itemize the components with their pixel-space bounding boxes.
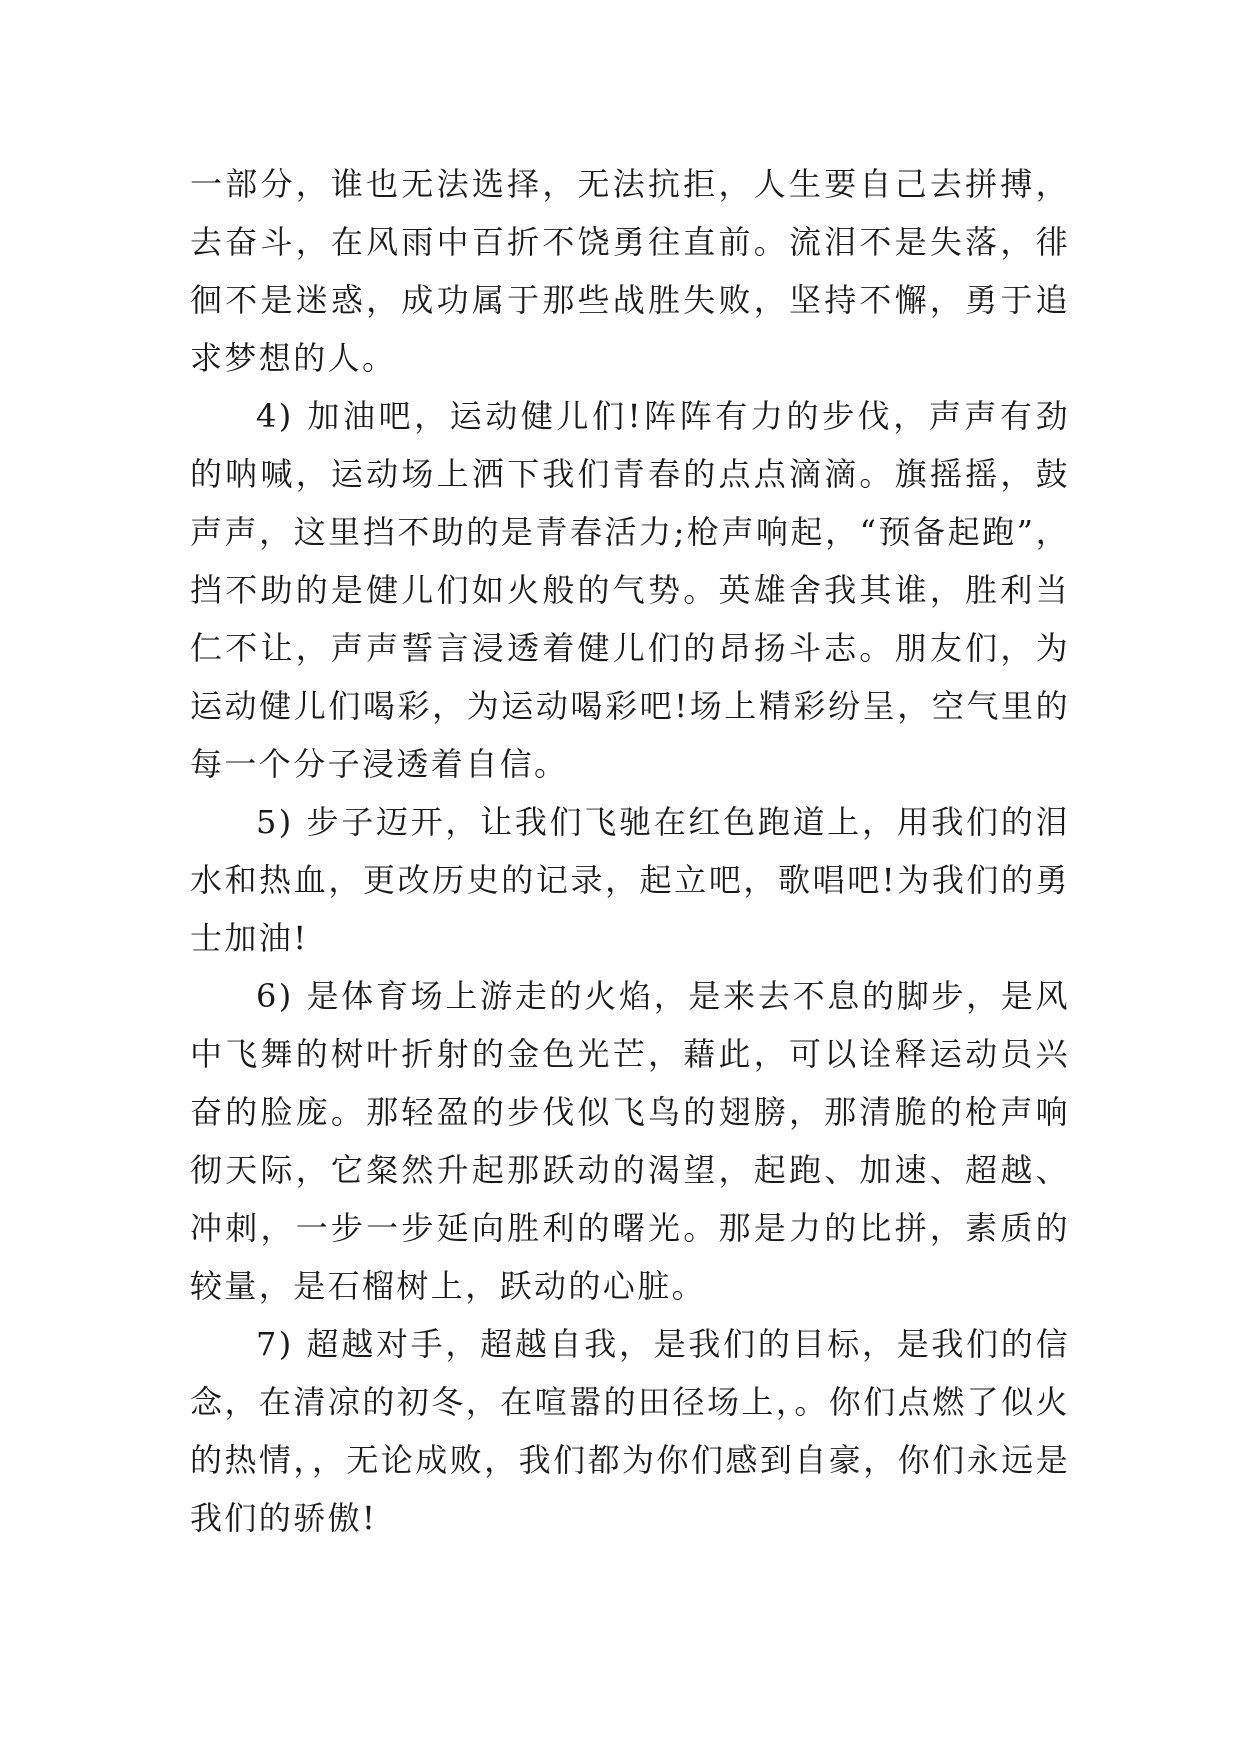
paragraph-item-7: 7) 超越对手，超越自我，是我们的目标，是我们的信念，在清凉的初冬，在喧嚣的田径场上，。你们点燃了似火的热情，，无论成败，我们都为你们感到自豪，你们永远是我们的骄傲! [190,1325,1070,1537]
document-body [190,155,1070,1547]
paragraph-item-4: 4) 加油吧，运动健儿们!阵阵有力的步伐，声声有劲的呐喊，运动场上洒下我们青春的点点滴滴。旗摇摇，鼓声声，这里挡不助的是青春活力;枪声响起，“预备起跑”，挡不助的是健儿们如火般的气势。英雄舍我其谁，胜利当仁不让，声声誓言浸透着健儿们的昂扬斗志。朋友们，为运动健儿们喝彩，为运动喝彩吧!场上精彩纷呈，空气里的每一个分子浸透着自信。 [190,397,1070,783]
paragraph-item-5: 5) 步子迈开，让我们飞驰在红色跑道上，用我们的泪水和热血，更改历史的记录，起立吧，歌唱吧!为我们的勇士加油! [190,803,1070,957]
paragraph-item-6: 6) 是体育场上游走的火焰，是来去不息的脚步，是风中飞舞的树叶折射的金色光芒，藉此，可以诠释运动员兴奋的脸庞。那轻盈的步伐似飞鸟的翅膀，那清脆的枪声响彻天际，它粲然升起那跃动的渴望，起跑、加速、超越、冲刺，一步一步延向胜利的曙光。那是力的比拼，素质的较量，是石榴树上，跃动的心脏。 [190,977,1070,1305]
paragraph-continuation: 一部分，谁也无法选择，无法抗拒，人生要自己去拼搏，去奋斗，在风雨中百折不饶勇往直前。流泪不是失落，徘徊不是迷惑，成功属于那些战胜失败，坚持不懈，勇于追求梦想的人。 [190,165,1070,377]
